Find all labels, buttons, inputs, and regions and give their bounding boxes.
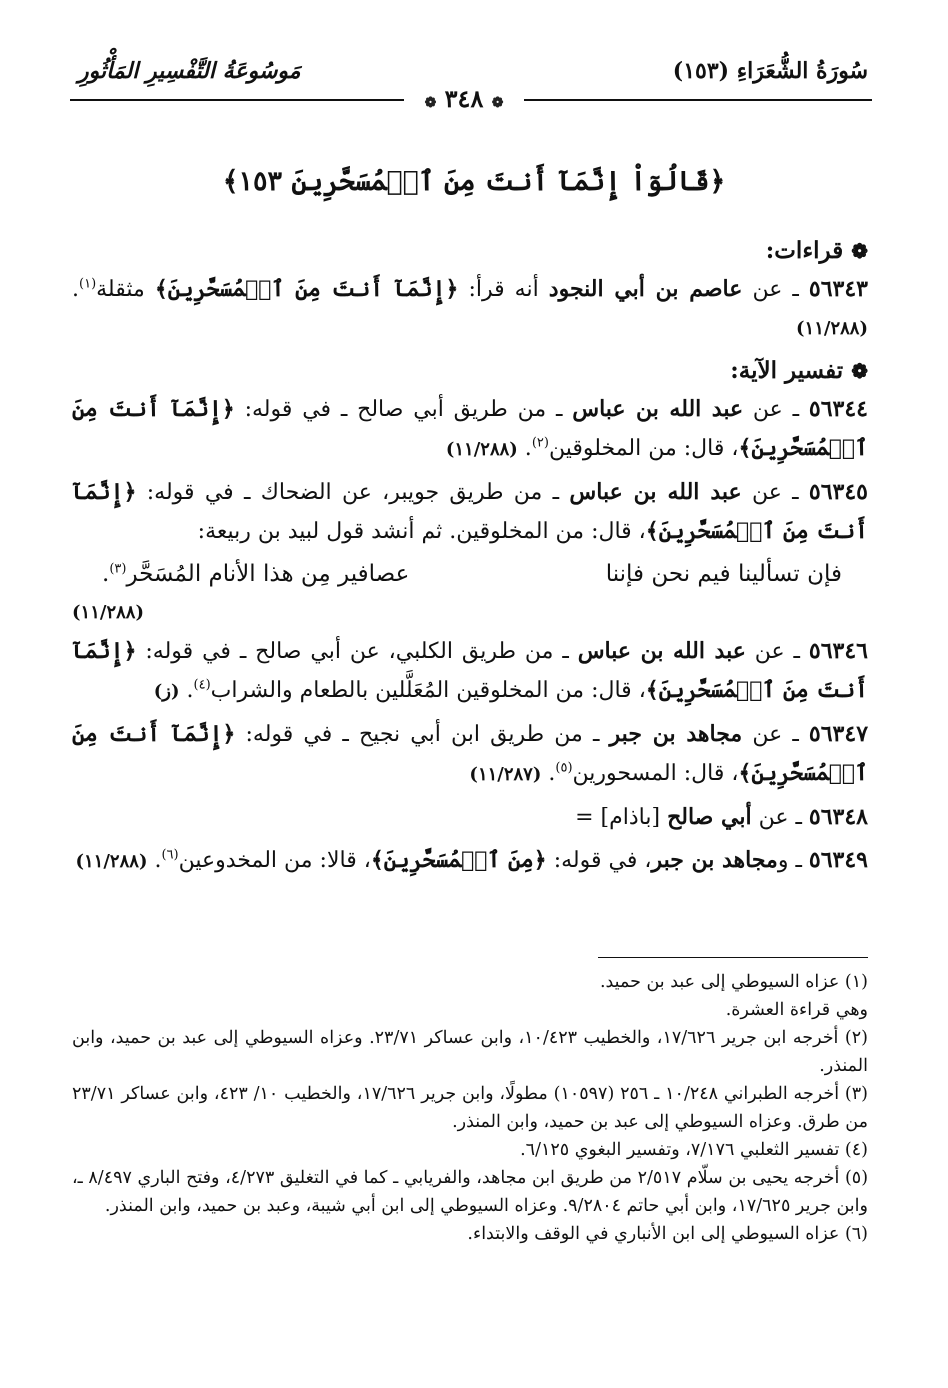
footnote-4: (٤) تفسير الثعلبي ٧/١٧٦، وتفسير البغوي ٦/١٢٥.: [520, 1140, 868, 1160]
entry-56346: [72, 632, 868, 711]
narrator-name: عاصم بن أبي النجود: [548, 276, 743, 302]
entry-text: ، قالا: من المخدوعين: [178, 848, 371, 873]
entry-number: ٥٦٣٤٦: [808, 638, 868, 664]
entry-text: ، قال: من المخلوقين. ثم أنشد قول لبيد بن ربيعة:: [197, 519, 646, 544]
section-readings: [72, 232, 868, 270]
entry-text: ، قال: من المخلوقين: [548, 436, 739, 461]
flower-icon: ❁: [851, 239, 868, 263]
page-number: [404, 84, 524, 113]
ornament-icon: ❁: [424, 95, 437, 111]
entry-text: ـ من طريق أبي صالح ـ في قوله:: [234, 397, 573, 422]
section-tafsir: [72, 352, 868, 390]
poetry-verse: [72, 555, 868, 593]
entry-56345: [72, 473, 868, 551]
quran-quote: ﴿إِنَّمَآ أَنتَ مِنَ ٱلۡمُسَحَّرِينَ﴾: [154, 276, 459, 302]
entry-56347: [72, 715, 868, 794]
footnote-marker: (٢): [531, 435, 549, 451]
narrator-name: عبد الله بن عباس: [569, 479, 742, 505]
footnote-marker: (٦): [161, 847, 179, 863]
verse-reference-line: [72, 593, 868, 632]
entry-text: ، في قوله:: [546, 848, 652, 873]
entry-text: ـ من طريق جويبر، عن الضحاك ـ في قوله:: [136, 480, 570, 505]
entry-pre: ـ عن: [742, 722, 809, 747]
section-tafsir-title: تفسير الآية:: [730, 357, 844, 384]
entry-text: .: [517, 436, 532, 461]
entry-number: ٥٦٣٤٨: [808, 804, 868, 830]
entry-number: ٥٦٣٤٣: [808, 276, 868, 302]
surah-header: سُورَةُ الشُّعَرَاءِ (١٥٣): [672, 58, 868, 84]
entry-text: .: [541, 761, 556, 786]
entry-reference: (١١/٢٨٧): [469, 764, 542, 785]
verse-second-hemistich: عصافير مِن هذا الأنام المُسَحَّر: [126, 561, 410, 587]
ayah-heading: ﴿قَالُوٓاْ إِنَّمَآ أَنتَ مِنَ ٱلۡمُسَحَّرِينَ ١٥٣﴾: [222, 166, 726, 197]
entry-text: .: [179, 678, 194, 703]
entry-pre: ـ عن: [743, 397, 809, 422]
footnotes: [72, 968, 868, 1248]
entry-pre: ـ عن: [742, 277, 809, 302]
entry-text: ، قال: من المخلوقين المُعَلَّلين بالطعام والشراب: [210, 678, 646, 703]
section-readings-title: قراءات:: [765, 237, 844, 264]
entry-text: مثقلة: [96, 277, 155, 302]
entry-56344: [72, 390, 868, 469]
entry-number: ٥٦٣٤٩: [808, 847, 868, 873]
footnote-marker: (١): [79, 276, 97, 292]
narrator-name: مجاهد بن جبر: [651, 847, 778, 873]
entry-text: ، قال: المسحورين: [572, 761, 739, 786]
entry-pre: ـ و: [777, 848, 809, 873]
footnote-1-cont: وهي قراءة العشرة.: [725, 1000, 868, 1020]
entry-reference: (١١/٢٨٨): [445, 439, 518, 460]
narrator-name: أبي صالح: [667, 804, 752, 830]
entry-number: ٥٦٣٤٤: [808, 396, 868, 422]
entry-pre: ـ عن: [745, 639, 809, 664]
footnote-5: (٥) أخرجه يحيى بن سلّام ٢/٥١٧ من طريق ابن مجاهد، والفريابي ـ كما في التغليق ٤/٢٧٣، وفتح الباري ٨/٤٩٧ ـ، وابن جرير ١٧/٦٢٥، وابن أبي حاتم ٩/٢٨٠٤. وعزاه السيوطي إلى ابن أبي شيبة، وعبد بن حميد، وابن المنذر.: [72, 1168, 869, 1216]
header-rule-right: [524, 99, 872, 101]
book-title-header: مَوسُوعَةُ التَّفْسِيرِ المَأْثُورِ: [78, 58, 301, 84]
footnote-marker: (٤): [193, 677, 211, 693]
entry-text: .: [72, 277, 79, 302]
quran-quote: ﴿إِنَّمَآ أَنتَ مِنَ ٱلۡمُسَحَّرِينَ﴾: [72, 638, 868, 703]
quran-quote: ﴿إِنَّمَآ أَنتَ مِنَ ٱلۡمُسَحَّرِينَ﴾: [72, 721, 868, 786]
narrator-name: عبد الله بن عباس: [572, 396, 744, 422]
entry-pre: ـ عن: [751, 805, 809, 830]
entry-56349: [72, 841, 868, 881]
verse-second-hemistich-wrap: عصافير مِن هذا الأنام المُسَحَّر$^{(٣)}$.: [102, 561, 410, 587]
footnote-separator: [598, 957, 868, 958]
verse-reference: (١١/٢٨٨): [72, 602, 144, 623]
footnote-3: (٣) أخرجه الطبراني ١٠/٢٤٨ ـ ٢٥٦ (١٠٥٩٧) مطولًا، وابن جرير ١٧/٦٢٦، والخطيب ١٠/ ٤٢٣، وابن عساكر ٢٣/٧١ من طرق. وعزاه السيوطي إلى عبد بن حميد، وابن المنذر.: [72, 1084, 868, 1132]
footnote-1: (١) عزاه السيوطي إلى عبد بن حميد.: [599, 972, 868, 992]
quran-quote: ﴿إِنَّمَآ أَنتَ مِنَ ٱلۡمُسَحَّرِينَ﴾: [72, 479, 868, 544]
flower-icon: ❁: [851, 359, 868, 383]
entry-text: ـ من طريق الكلبي، عن أبي صالح ـ في قوله:: [136, 639, 578, 664]
page-number-text: ٣٤٨: [444, 84, 484, 113]
entry-number: ٥٦٣٤٧: [808, 721, 869, 747]
entry-reference: (ز): [153, 681, 180, 702]
entry-56348: [72, 798, 868, 837]
entry-reference: (١١/٢٨٨): [796, 318, 868, 339]
narrator-name: عبد الله بن عباس: [577, 638, 746, 664]
quran-quote: ﴿مِنَ ٱلۡمُسَحَّرِينَ﴾: [370, 847, 547, 873]
narrator-name: مجاهد بن جبر: [609, 721, 743, 747]
entry-number: ٥٦٣٤٥: [808, 479, 868, 505]
footnote-6: (٦) عزاه السيوطي إلى ابن الأنباري في الوقف والابتداء.: [467, 1224, 868, 1244]
footnote-marker: (٥): [555, 760, 573, 776]
entry-reference: (١١/٢٨٨): [75, 851, 148, 872]
verse-first-hemistich: فإن تسألينا فيم نحن فإننا: [605, 561, 842, 587]
main-text: [72, 232, 868, 885]
entry-text: .: [147, 848, 162, 873]
entry-text: أنه قرأ:: [458, 277, 549, 302]
footnote-marker: (٣): [109, 561, 127, 577]
entry-text: [باذام] =: [575, 805, 668, 830]
entry-56343: [72, 270, 868, 348]
header-rule-left: [70, 99, 404, 101]
entry-pre: ـ عن: [741, 480, 809, 505]
quran-quote: ﴿إِنَّمَآ أَنتَ مِنَ ٱلۡمُسَحَّرِينَ﴾: [72, 396, 868, 461]
ornament-icon: ❁: [491, 95, 504, 111]
footnote-2: (٢) أخرجه ابن جرير ١٧/٦٢٦، والخطيب ١٠/٤٢٣، وابن عساكر ٢٣/٧١. وعزاه السيوطي إلى عبد بن حميد، وابن المنذر.: [72, 1028, 868, 1076]
entry-text: ـ من طريق ابن أبي نجيح ـ في قوله:: [235, 722, 610, 747]
